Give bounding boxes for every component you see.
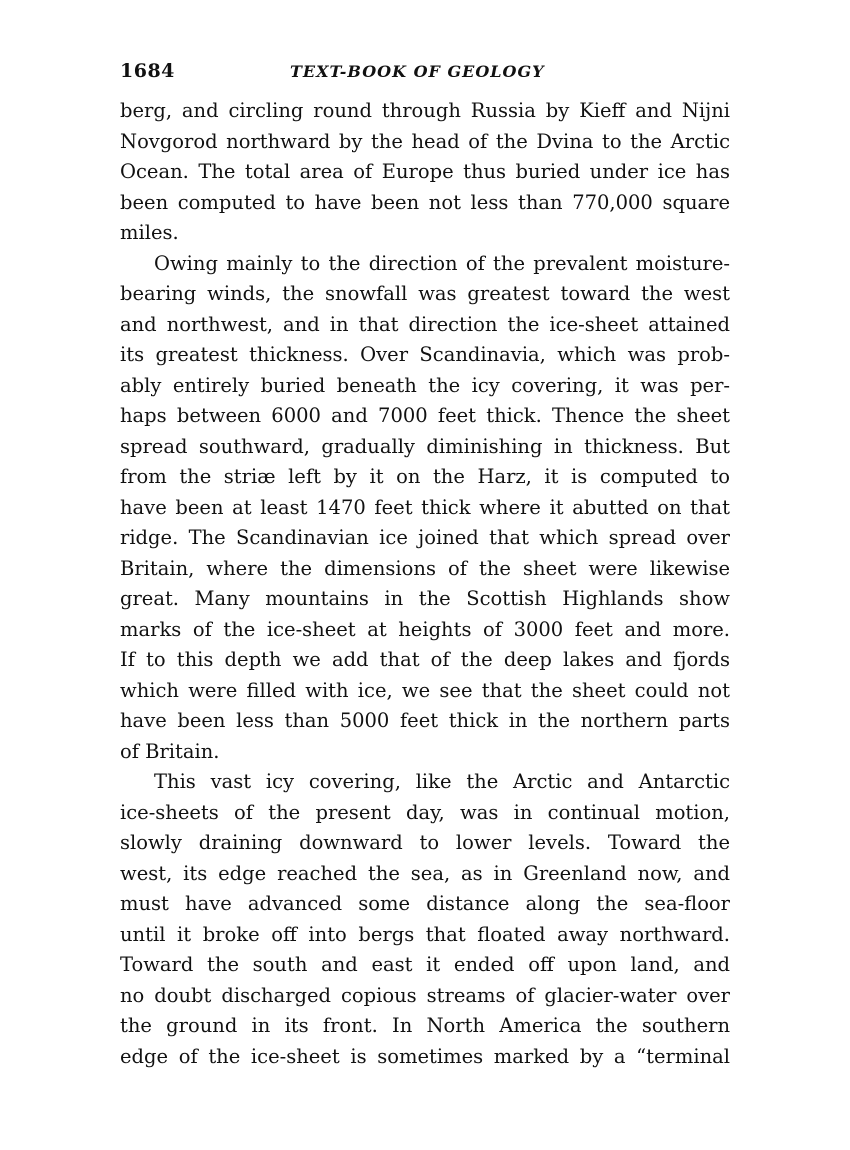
page-header — [120, 60, 730, 90]
text-line: Toward the south and east it ended off upon land, and — [120, 953, 730, 976]
text-line: its greatest thickness. Over Scandinavia, which was prob- — [120, 343, 730, 366]
text-line: west, its edge reached the sea, as in Greenland now, and — [120, 861, 730, 885]
text-line: Britain, where the dimensions of the sheet were likewise — [120, 556, 730, 580]
text-line: This vast icy covering, like the Arctic and Antarctic — [154, 770, 730, 793]
text-line: of Britain. — [120, 739, 220, 763]
text-line: marks of the ice-sheet at heights of 3000 feet and more. — [120, 617, 730, 641]
running-title: TEXT-BOOK OF GEOLOGY — [290, 62, 545, 81]
text-line: no doubt discharged copious streams of glacier-water over — [120, 983, 730, 1007]
text-line: haps between 6000 and 7000 feet thick. Thence the sheet — [120, 404, 730, 427]
text-line: until it broke off into bergs that floated away northward. — [120, 922, 730, 946]
text-line: spread southward, gradually diminishing in thickness. But — [120, 434, 730, 458]
text-line: the ground in its front. In North America the southern — [120, 1014, 730, 1037]
text-line: must have advanced some distance along the sea-floor — [120, 892, 730, 915]
text-line: berg, and circling round through Russia by Kieff and Nijni — [120, 99, 730, 122]
text-line: edge of the ice-sheet is sometimes marked by a “terminal — [120, 1044, 730, 1068]
text-line: and northwest, and in that direction the ice-sheet attained — [120, 312, 730, 336]
text-line: ably entirely buried beneath the icy covering, it was per- — [120, 373, 730, 397]
text-line: been computed to have been not less than 770,000 square — [120, 190, 730, 214]
text-line: If to this depth we add that of the deep lakes and fjords — [120, 648, 730, 671]
text-line: bearing winds, the snowfall was greatest toward the west — [120, 282, 730, 305]
text-line: Owing mainly to the direction of the prevalent moisture- — [154, 251, 730, 275]
text-line: which were filled with ice, we see that the sheet could not — [120, 678, 730, 702]
text-line: from the striæ left by it on the Harz, it is computed to — [120, 465, 730, 488]
text-line: slowly draining downward to lower levels. Toward the — [120, 831, 730, 854]
body-text — [120, 96, 730, 1072]
text-line: have been less than 5000 feet thick in the northern parts — [120, 709, 730, 732]
text-line: great. Many mountains in the Scottish Highlands show — [120, 587, 730, 610]
text-line: ice-sheets of the present day, was in continual motion, — [120, 800, 730, 824]
text-line: miles. — [120, 221, 179, 244]
text-line: ridge. The Scandinavian ice joined that which spread over — [120, 526, 730, 549]
text-line: have been at least 1470 feet thick where it abutted on that — [120, 495, 730, 519]
text-line: Ocean. The total area of Europe thus buried under ice has — [120, 160, 730, 183]
text-line: Novgorod northward by the head of the Dvina to the Arctic — [120, 129, 730, 153]
page-number: 1684 — [120, 60, 175, 82]
